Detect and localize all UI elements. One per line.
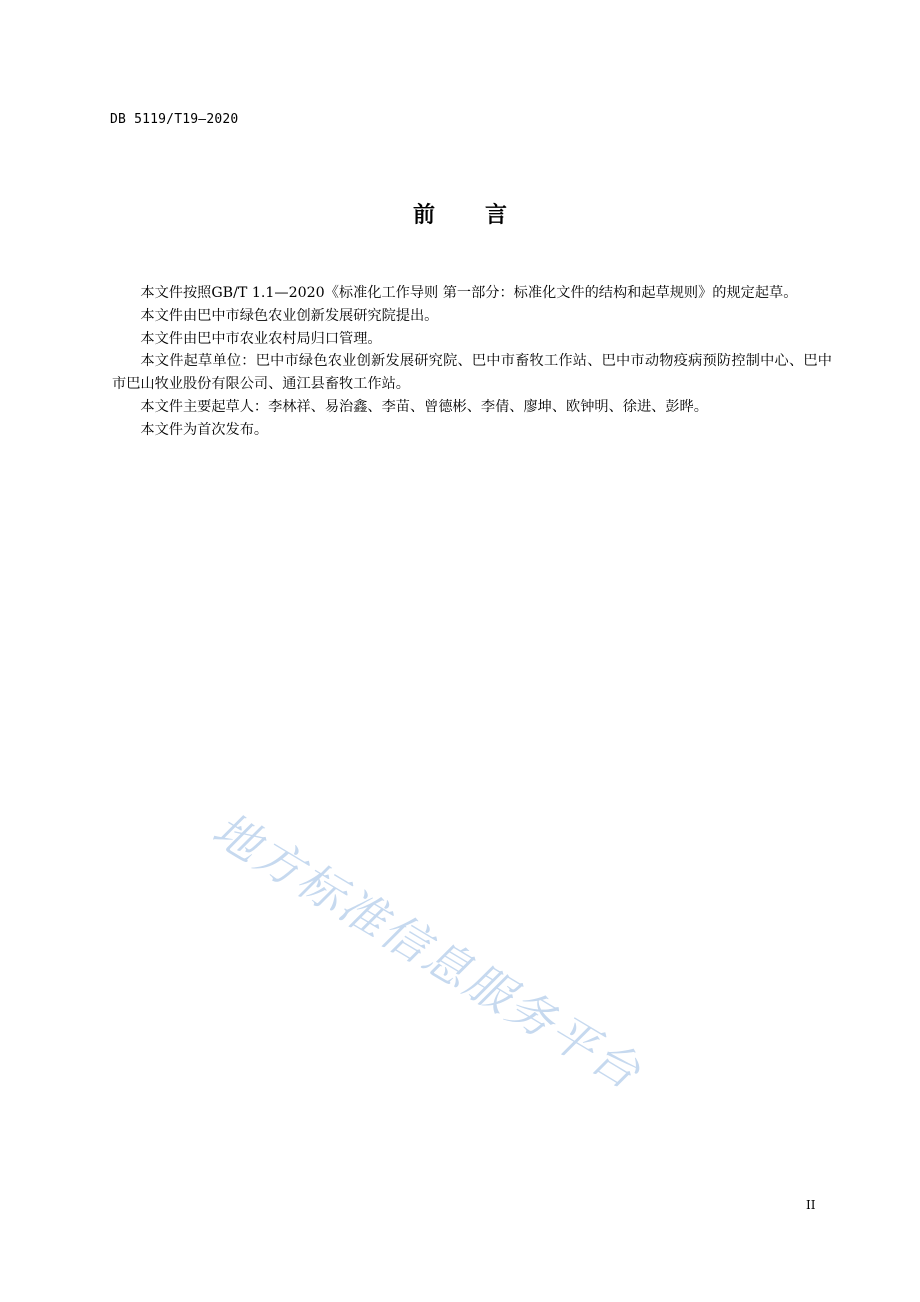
watermark: 地方标准信息服务平台 [203, 801, 652, 1101]
page-title: 前言 [412, 203, 557, 228]
paragraph-administrator: 本文件由巴中市农业农村局归口管理。 [140, 330, 382, 347]
standard-code: DB 5119/T19—2020 [110, 112, 239, 127]
page-number: II [806, 1198, 816, 1212]
paragraph-drafting-rules: 本文件按照GB/T 1.1—2020《标准化工作导则 第一部分：标准化文件的结构和起草规则》的规定起草。 [140, 285, 798, 301]
paragraph-first-release: 本文件为首次发布。 [140, 421, 269, 438]
paragraph-proposer: 本文件由巴中市绿色农业创新发展研究院提出。 [140, 307, 439, 324]
paragraph-drafting-units: 本文件起草单位：巴中市绿色农业创新发展研究院、巴中市畜牧工作站、巴中市动物疫病预防控制中心、巴中市巴山牧业股份有限公司、通江县畜牧工作站。 [112, 353, 832, 393]
paragraph-drafters: 本文件主要起草人：李林祥、易治鑫、李苗、曾德彬、李倩、廖坤、欧钟明、徐进、彭晔。 [140, 398, 708, 415]
foreword-body [112, 282, 832, 442]
